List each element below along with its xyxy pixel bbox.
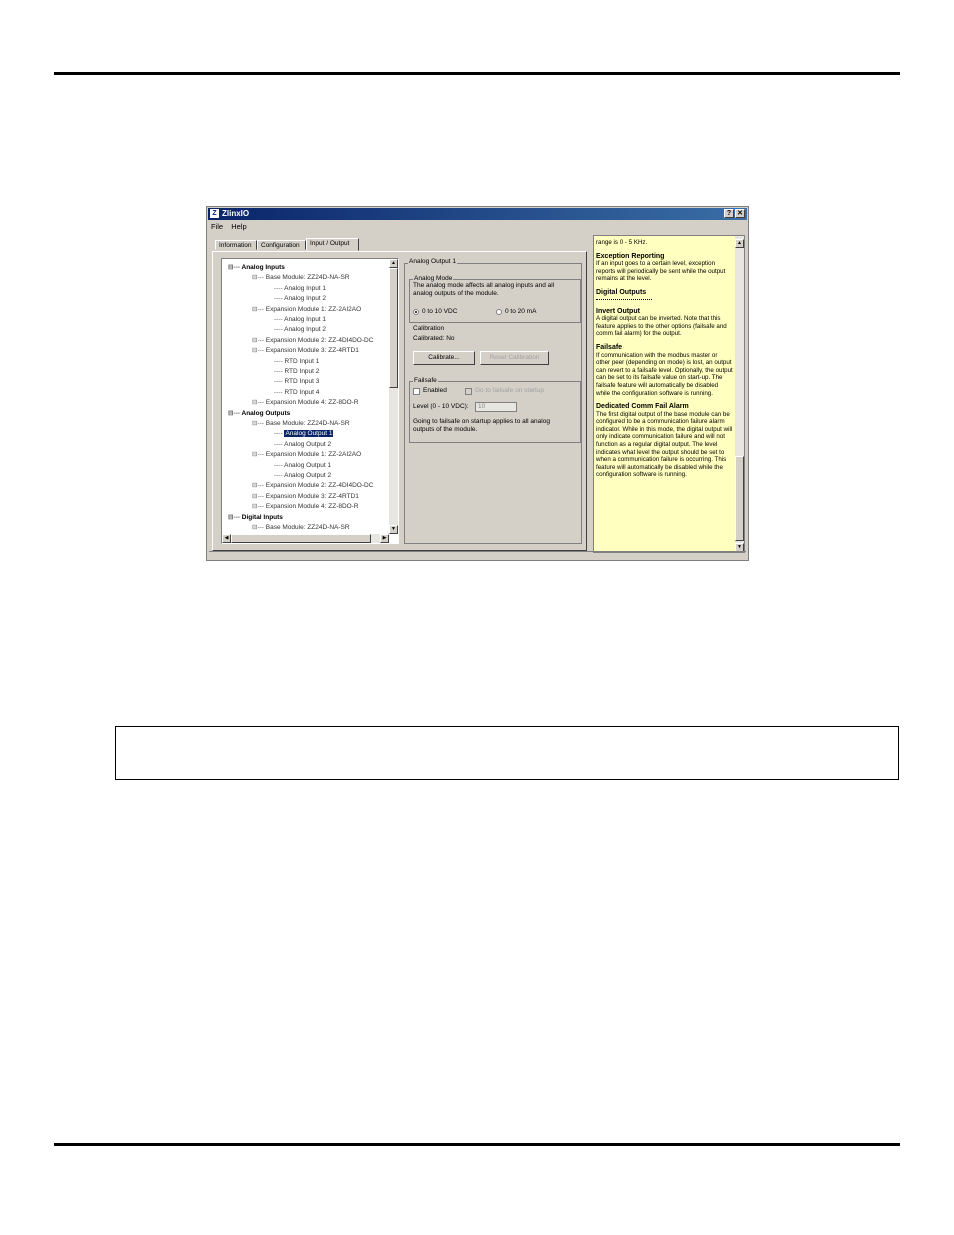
level-input[interactable]: 10 — [475, 402, 517, 412]
help-section-heading: Exception Reporting — [596, 252, 665, 260]
status-bar — [209, 551, 746, 558]
tree-item-label: Analog Input 2 — [284, 326, 327, 334]
tree-item[interactable] — [274, 325, 326, 334]
failsafe-enabled-label: Enabled — [423, 387, 447, 394]
menu-file[interactable]: File — [211, 222, 224, 231]
failsafe-description: Going to failsafe on startup applies to all analog outputs of the module. — [413, 418, 550, 433]
note-box — [115, 726, 899, 780]
tree-expander-icon[interactable]: ⊟--- — [252, 503, 266, 511]
failsafe-title: Failsafe — [414, 377, 437, 384]
tree-item[interactable] — [274, 294, 326, 303]
radio-0-10-vdc[interactable] — [413, 309, 419, 315]
tree-item[interactable] — [274, 315, 326, 324]
tree-connector: ---- — [274, 430, 285, 438]
help-section-heading: Failsafe — [596, 343, 623, 351]
failsafe-enabled-checkbox[interactable] — [413, 388, 420, 395]
tree-item[interactable] — [252, 502, 359, 511]
header-rule — [54, 72, 900, 75]
analog-mode-description: The analog mode affects all analog inputs and all analog outputs of the module. — [413, 282, 555, 297]
tree-item-label: Expansion Module 4: ZZ-8DO-R — [265, 503, 359, 511]
scroll-up-arrow-icon[interactable]: ▲ — [389, 259, 398, 268]
tree-item-label: Expansion Module 3: ZZ-4RTD1 — [265, 347, 359, 355]
close-button[interactable]: ✕ — [735, 209, 745, 218]
tree-connector: ---- — [274, 388, 285, 396]
tree-item[interactable] — [274, 471, 331, 480]
tree-item-label: Expansion Module 1: ZZ-2AI2AO — [265, 305, 362, 313]
tree-item[interactable] — [252, 346, 359, 355]
tree-expander-icon[interactable]: ⊟--- — [252, 524, 266, 531]
go-failsafe-startup-checkbox[interactable] — [465, 388, 472, 395]
tree-item[interactable] — [228, 263, 285, 272]
help-text — [596, 236, 733, 479]
tree-item[interactable] — [274, 367, 319, 376]
help-section-divider — [596, 297, 652, 300]
app-icon: Z — [210, 209, 219, 218]
scroll-thumb[interactable] — [389, 268, 398, 388]
tab-configuration[interactable]: Configuration — [257, 240, 306, 250]
help-section-heading: Dedicated Comm Fail Alarm — [596, 403, 689, 411]
tree-connector: ---- — [274, 316, 285, 323]
tree-item[interactable] — [252, 398, 359, 407]
help-section-text: If an input goes to a certain level, exception reports will periodically be sent while the output remains at the level. — [596, 260, 726, 283]
tree-item[interactable] — [228, 409, 290, 418]
tree-item[interactable] — [252, 419, 350, 428]
tree-connector: ---- — [274, 461, 285, 469]
tree-expander-icon[interactable]: ⊟--- — [252, 492, 266, 500]
tree-item-label: Analog Output 2 — [284, 472, 332, 479]
radio-0-20-ma[interactable] — [496, 309, 502, 315]
tree-item[interactable] — [274, 461, 331, 470]
radio-0-20-ma-label: 0 to 20 mA — [505, 308, 537, 315]
zlinxio-window — [206, 206, 749, 561]
level-label: Level (0 - 10 VDC): — [413, 403, 469, 410]
help-button[interactable]: ? — [724, 209, 734, 218]
tree-item-label: RTD Input 2 — [284, 368, 320, 375]
help-section-text: The first digital output of the base module can be configured to be a communication failure alarm indicator. While in this mode, the digital output will only indicate communication failure and will not function as a regular digital output. The level indicates what level the output should be set to when a communication failure is occurring. This feature will automatically be disabled while the configuration software is running. — [596, 410, 733, 479]
tree-connector: ---- — [274, 440, 285, 448]
tree-item-label: Expansion Module 2: ZZ-4DI4DO-DC — [265, 336, 374, 344]
tree-expander-icon[interactable]: ⊟--- — [252, 305, 266, 313]
tree-item[interactable] — [252, 492, 359, 501]
tree-item-label: Analog Inputs — [241, 264, 285, 271]
analog-output-group-title: Analog Output 1 — [409, 258, 456, 265]
tree-item[interactable] — [274, 440, 331, 449]
tree-item-label: Expansion Module 4: ZZ-8DO-R — [265, 399, 359, 407]
tree-item[interactable] — [252, 305, 361, 314]
tree-expander-icon[interactable]: ⊟--- — [228, 513, 242, 521]
tree-item-label: Base Module: ZZ24D-NA-SR — [265, 524, 350, 531]
tree-item-label: Analog Input 1 — [284, 316, 327, 323]
title-bar[interactable] — [208, 208, 747, 220]
tree-item-label: Analog Output 1 — [285, 430, 333, 438]
tree-connector: ---- — [274, 472, 285, 479]
help-section-heading: Digital Outputs — [596, 288, 647, 296]
tab-information[interactable]: Information — [215, 240, 257, 250]
tree-item-label: Analog Output 2 — [284, 440, 332, 448]
tree-expander-icon[interactable]: ⊟--- — [228, 264, 242, 271]
calibration-status: Calibrated: No — [413, 335, 455, 342]
tree-expander-icon[interactable]: ⊟--- — [252, 482, 266, 490]
tree-item[interactable] — [252, 273, 350, 282]
hscroll-thumb[interactable] — [231, 534, 371, 543]
tree-item-label: RTD Input 3 — [284, 378, 320, 386]
tab-input-output[interactable]: Input / Output — [306, 238, 359, 251]
tree-connector: ---- — [274, 378, 285, 386]
tree-expander-icon[interactable]: ⊟--- — [228, 409, 242, 417]
help-section-heading: Invert Output — [596, 307, 640, 315]
tree-vertical-scrollbar[interactable] — [389, 259, 398, 534]
tree-expander-icon[interactable]: ⊟--- — [252, 347, 266, 355]
tree-horizontal-scrollbar[interactable] — [222, 534, 389, 543]
tree-item-label: Analog Output 1 — [284, 461, 332, 469]
menu-help[interactable]: Help — [231, 222, 247, 231]
tree-item-label: Analog Input 2 — [284, 295, 327, 303]
window-title: ZlinxIO — [222, 209, 250, 218]
tree-item-label: Expansion Module 2: ZZ-4DI4DO-DC — [265, 482, 374, 490]
tree-item-label: RTD Input 1 — [284, 357, 320, 365]
menu-bar — [211, 222, 253, 231]
help-scroll-up-arrow-icon[interactable]: ▲ — [735, 239, 744, 248]
calibration-title: Calibration — [413, 325, 445, 332]
tree-expander-icon[interactable]: ⊟--- — [252, 274, 266, 282]
go-failsafe-startup-label: Go to failsafe on startup — [475, 387, 545, 394]
tree-item[interactable] — [274, 388, 319, 397]
tree-item[interactable] — [252, 481, 373, 490]
tree-connector: ---- — [274, 368, 285, 375]
analog-mode-title: Analog Mode — [414, 275, 453, 282]
tree-item-label: Base Module: ZZ24D-NA-SR — [265, 274, 350, 282]
tree-item[interactable] — [252, 450, 361, 459]
tree-connector: ---- — [274, 284, 285, 292]
tree-item[interactable] — [274, 377, 319, 386]
tree-expander-icon[interactable]: ⊟--- — [252, 451, 266, 459]
help-vertical-scrollbar[interactable] — [735, 236, 744, 552]
tree-item[interactable] — [274, 429, 333, 438]
tree-expander-icon[interactable]: ⊟--- — [252, 399, 266, 407]
io-tree[interactable] — [221, 258, 399, 544]
tree-connector: ---- — [274, 326, 285, 334]
reset-calibration-button[interactable]: Reset Calibration — [480, 351, 549, 365]
radio-0-10-vdc-label: 0 to 10 VDC — [422, 308, 458, 315]
tree-connector: ---- — [274, 357, 285, 365]
tree-item-label: Analog Input 1 — [284, 284, 327, 292]
tree-item[interactable] — [274, 357, 319, 366]
help-panel[interactable] — [593, 235, 745, 553]
footer-rule — [54, 1143, 900, 1146]
tree-item[interactable] — [252, 523, 350, 532]
tree-item-label: Analog Outputs — [241, 409, 291, 417]
tree-item[interactable] — [252, 336, 373, 345]
help-section-text: A digital output can be inverted. Note that this feature applies to the other options (failsafe and comm fail alarm) for the output. — [596, 315, 727, 338]
help-scroll-down-arrow-icon[interactable]: ▼ — [735, 543, 744, 552]
tree-item[interactable] — [274, 284, 326, 293]
tree-item-label: Expansion Module 1: ZZ-2AI2AO — [265, 451, 362, 459]
help-top-text: range is 0 - 5 KHz. — [596, 239, 648, 246]
help-scroll-thumb[interactable] — [735, 456, 744, 541]
tree-connector: ---- — [274, 295, 285, 303]
calibrate-button[interactable]: Calibrate... — [413, 351, 475, 365]
tree-item[interactable] — [228, 513, 283, 522]
tree-expander-icon[interactable]: ⊟--- — [252, 420, 266, 427]
tree-item-label: Digital Inputs — [241, 513, 283, 521]
tree-item-label: RTD Input 4 — [284, 388, 320, 396]
tree-item-label: Base Module: ZZ24D-NA-SR — [265, 420, 350, 427]
tree-expander-icon[interactable]: ⊟--- — [252, 336, 266, 344]
help-section-text: If communication with the modbus master or other peer (depending on mode) is lost, an output can revert to a failsafe level. Optionally, the output can be set to its failsafe value on start-up. The failsafe feature will automatically be disabled while the configuration software is running. — [596, 351, 733, 397]
scroll-left-arrow-icon[interactable]: ◀ — [222, 534, 231, 543]
scroll-right-arrow-icon[interactable]: ▶ — [380, 534, 389, 543]
scroll-down-arrow-icon[interactable]: ▼ — [389, 525, 398, 534]
tree-item-label: Expansion Module 3: ZZ-4RTD1 — [265, 492, 359, 500]
